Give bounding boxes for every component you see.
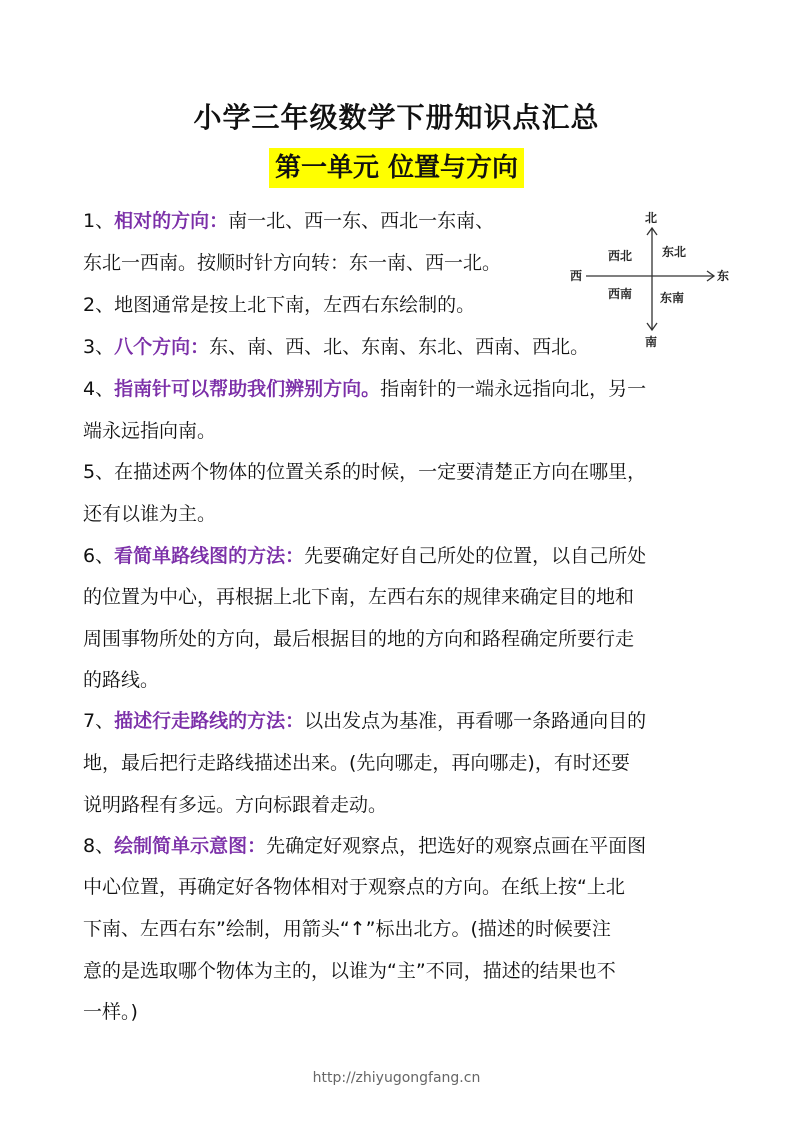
compass-northeast-label: 东北 [662,245,687,259]
item-8-line-4: 意的是选取哪个物体为主的，以谁为“主”不同，描述的结果也不 [83,960,616,982]
compass-diagram [566,206,738,352]
item-2-line-1: 2、地图通常是按上北下南，左西右东绘制的。 [83,294,476,316]
item-4-number: 4、 [83,378,115,400]
item-8-line-2: 中心位置，再确定好各物体相对于观察点的方向。在纸上按“上北 [83,876,625,898]
item-1-line-1 [83,208,494,234]
item-4-heading: 指南针可以帮助我们辨别方向。 [114,378,381,400]
item-5-line-2: 还有以谁为主。 [83,503,217,525]
item-7-heading: 描述行走路线的方法： [114,710,305,732]
item-8-number: 8、 [83,835,115,857]
item-1-heading: 相对的方向： [114,210,229,232]
item-3-number: 3、 [83,336,115,358]
item-1-line-2: 东北一西南。按顺时针方向转：东一南、西一北。 [83,252,502,274]
item-1-text: 南一北、西一东、西北一东南、 [228,210,495,232]
item-7-number: 7、 [83,710,115,732]
item-8-line-1 [83,833,646,859]
item-8-line-5: 一样。) [83,1001,138,1023]
item-8-text: 先确定好观察点，把选好的观察点画在平面图 [266,835,647,857]
item-6-heading: 看简单路线图的方法： [114,545,305,567]
item-7-line-2: 地，最后把行走路线描述出来。(先向哪走，再向哪走)，有时还要 [83,752,630,774]
item-7-line-3: 说明路程有多远。方向标跟着走动。 [83,794,388,816]
unit-subtitle: 第一单元 位置与方向 [269,148,524,188]
compass-west-label: 西 [570,269,583,283]
compass-southwest-label: 西南 [608,287,633,301]
item-8-line-3: 下南、左西右东”绘制，用箭头“↑”标出北方。(描述的时候要注 [83,918,611,940]
footer-url: http://zhiyugongfang.cn [312,1070,481,1086]
compass-north-label: 北 [645,211,658,225]
item-6-number: 6、 [83,545,115,567]
item-1-number: 1、 [83,210,115,232]
item-5-line-1: 5、在描述两个物体的位置关系的时候，一定要清楚正方向在哪里， [83,461,647,483]
item-3-text: 东、南、西、北、东南、东北、西南、西北。 [209,336,590,358]
item-7-line-1 [83,708,646,734]
item-4-line-2: 端永远指向南。 [83,420,217,442]
item-3-heading: 八个方向： [114,336,210,358]
item-6-line-3: 周围事物所处的方向，最后根据目的地的方向和路程确定所要行走 [83,628,635,650]
item-8-heading: 绘制简单示意图： [114,835,267,857]
page-title: 小学三年级数学下册知识点汇总 [193,101,600,134]
item-3-line-1 [83,334,589,360]
subtitle-container [0,148,793,188]
item-7-text: 以出发点为基准，再看哪一条路通向目的 [304,710,647,732]
item-4-line-1 [83,376,646,402]
compass-southeast-label: 东南 [660,291,685,305]
item-6-text: 先要确定好自己所处的位置，以自己所处 [304,545,647,567]
compass-east-label: 东 [717,269,730,283]
compass-south-label: 南 [645,335,658,349]
item-6-line-4: 的路线。 [83,669,160,691]
compass-svg [566,206,738,352]
item-6-line-2: 的位置为中心，再根据上北下南，左西右东的规律来确定目的地和 [83,586,635,608]
compass-northwest-label: 西北 [608,249,633,263]
item-6-line-1 [83,543,646,569]
item-4-text: 指南针的一端永远指向北，另一 [380,378,647,400]
